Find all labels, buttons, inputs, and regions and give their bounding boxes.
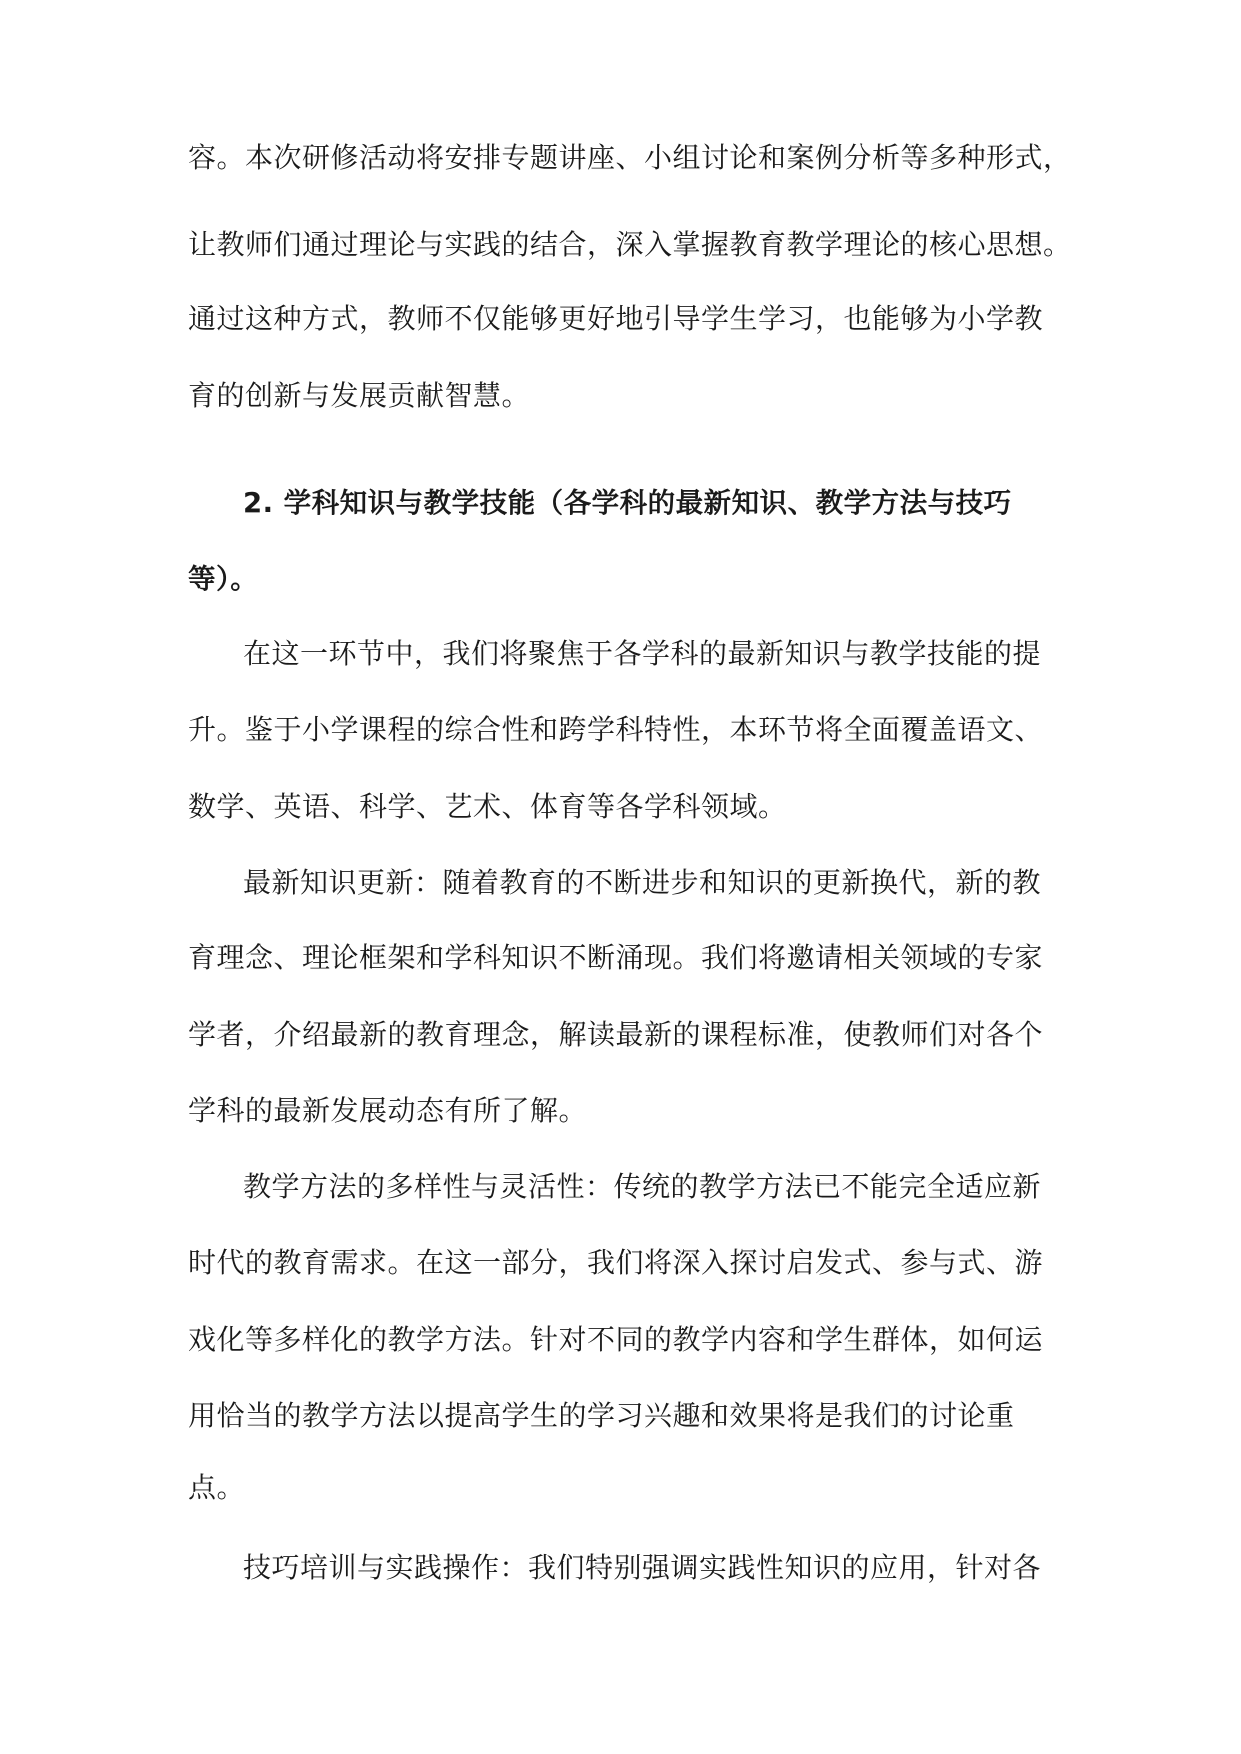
text-line: 育理念、理论框架和学科知识不断涌现。我们将邀请相关领域的专家: [188, 941, 1044, 974]
text-line: 戏化等多样化的教学方法。针对不同的教学内容和学生群体，如何运: [188, 1323, 1044, 1356]
text-line: 让教师们通过理论与实践的结合，深入掌握教育教学理论的核心思想。: [188, 228, 1072, 261]
text-line: 数学、英语、科学、艺术、体育等各学科领域。: [188, 790, 787, 823]
text-line: 教学方法的多样性与灵活性：传统的教学方法已不能完全适应新: [243, 1170, 1042, 1203]
text-line: 技巧培训与实践操作：我们特别强调实践性知识的应用，针对各: [243, 1551, 1042, 1584]
text-line: 通过这种方式，教师不仅能够更好地引导学生学习，也能够为小学教: [188, 302, 1044, 335]
text-line: 学者，介绍最新的教育理念，解读最新的课程标准，使教师们对各个: [188, 1018, 1044, 1051]
text-line: 最新知识更新：随着教育的不断进步和知识的更新换代，新的教: [243, 866, 1042, 899]
text-line: 育的创新与发展贡献智慧。: [188, 379, 531, 412]
text-line: 升。鉴于小学课程的综合性和跨学科特性，本环节将全面覆盖语文、: [188, 713, 1044, 746]
text-line: 时代的教育需求。在这一部分，我们将深入探讨启发式、参与式、游: [188, 1246, 1044, 1279]
text-line: 容。本次研修活动将安排专题讲座、小组讨论和案例分析等多种形式，: [188, 141, 1072, 174]
text-line: 用恰当的教学方法以提高学生的学习兴趣和效果将是我们的讨论重: [188, 1399, 1015, 1432]
text-line: 学科的最新发展动态有所了解。: [188, 1094, 588, 1127]
section-heading: 2. 学科知识与教学技能（各学科的最新知识、教学方法与技巧: [243, 487, 1012, 519]
text-line: 点。: [188, 1471, 246, 1504]
text-line: 在这一环节中，我们将聚焦于各学科的最新知识与教学技能的提: [243, 637, 1042, 670]
section-heading: 等）。: [188, 563, 259, 595]
